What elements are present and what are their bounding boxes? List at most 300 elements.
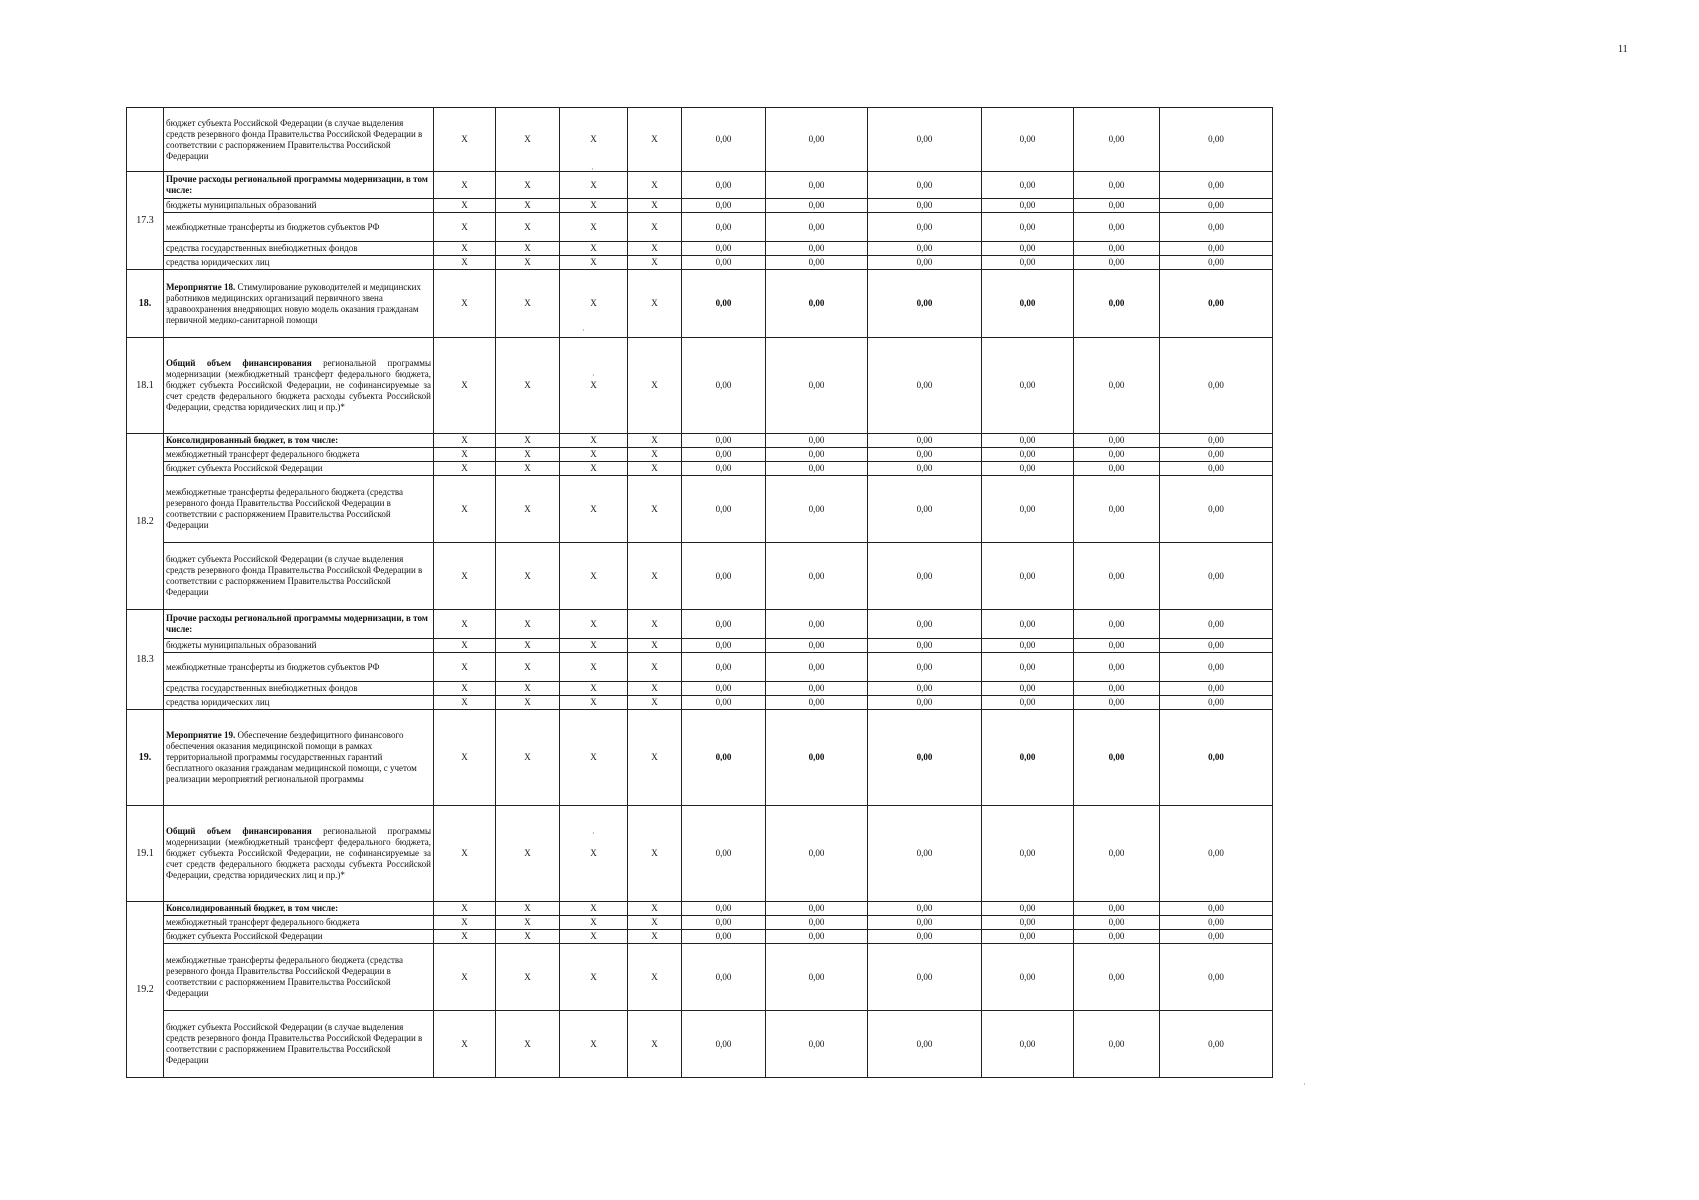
- row-description: [164, 448, 434, 462]
- cell-value: 0,00: [982, 543, 1074, 610]
- row-description-text: Консолидированный бюджет, в том числе:: [166, 435, 339, 445]
- row-description: [164, 639, 434, 653]
- cell-marker-x: X: [434, 710, 496, 806]
- cell-marker-x: X: [434, 199, 496, 213]
- row-number: 19.2: [127, 902, 164, 1078]
- table-row: [127, 199, 1273, 213]
- cell-marker-x: X: [628, 476, 682, 543]
- table-row: [127, 434, 1273, 448]
- cell-value: 0,00: [982, 610, 1074, 639]
- cell-value: 0,00: [1074, 944, 1160, 1011]
- row-description: [164, 256, 434, 270]
- cell-marker-x: X: [434, 639, 496, 653]
- cell-value: 0,00: [766, 270, 868, 338]
- row-description-text: межбюджетные трансферты федерального бюджета (средства резервного фонда Правительства Российской Федерации в соответствии с распоряжением Правительства Российской Федерации: [166, 487, 404, 530]
- cell-value: 0,00: [682, 682, 766, 696]
- cell-value: 0,00: [1160, 199, 1273, 213]
- cell-marker-x: X: [560, 242, 628, 256]
- cell-value: 0,00: [682, 434, 766, 448]
- row-description-text: Обеспечение бездефицитного финансового обеспечения оказания медицинской помощи в рамках территориальной программы государственных гарантий бесплатного оказания гражданам медицинской помощи, с учетом реализации мероприятий региональной программы: [166, 730, 417, 784]
- row-description: [164, 270, 434, 338]
- cell-value: 0,00: [766, 710, 868, 806]
- cell-marker-x: X: [560, 476, 628, 543]
- cell-marker-x: X: [628, 256, 682, 270]
- cell-marker-x: X: [434, 242, 496, 256]
- table-row: [127, 639, 1273, 653]
- cell-value: 0,00: [868, 543, 982, 610]
- cell-marker-x: X: [560, 916, 628, 930]
- cell-marker-x: X: [560, 610, 628, 639]
- cell-value: 0,00: [982, 696, 1074, 710]
- cell-value: 0,00: [1160, 806, 1273, 902]
- cell-value: 0,00: [982, 434, 1074, 448]
- row-description-text: бюджет субъекта Российской Федерации (в случае выделения средств резервного фонда Правительства Российской Федерации в соответствии с распоряжением Правительства Российской Федерации: [166, 117, 423, 161]
- row-description-text: средства государственных внебюджетных фондов: [166, 683, 358, 693]
- cell-value: 0,00: [1160, 930, 1273, 944]
- cell-marker-x: X: [628, 199, 682, 213]
- scan-artifact: ·: [582, 326, 585, 335]
- cell-value: 0,00: [1074, 213, 1160, 242]
- cell-marker-x: X: [496, 930, 560, 944]
- cell-marker-x: X: [496, 172, 560, 199]
- cell-value: 0,00: [1160, 916, 1273, 930]
- cell-value: 0,00: [868, 172, 982, 199]
- cell-value: 0,00: [1160, 256, 1273, 270]
- cell-marker-x: X: [628, 806, 682, 902]
- row-number: 18.2: [127, 434, 164, 610]
- cell-value: 0,00: [1160, 476, 1273, 543]
- financing-table: [126, 107, 1273, 1078]
- cell-value: 0,00: [1074, 476, 1160, 543]
- cell-value: 0,00: [1074, 696, 1160, 710]
- cell-marker-x: X: [560, 462, 628, 476]
- cell-marker-x: X: [496, 944, 560, 1011]
- cell-value: 0,00: [868, 806, 982, 902]
- cell-value: 0,00: [1160, 543, 1273, 610]
- row-description: [164, 930, 434, 944]
- row-description: [164, 682, 434, 696]
- row-description: [164, 213, 434, 242]
- cell-value: 0,00: [1160, 710, 1273, 806]
- cell-value: 0,00: [766, 543, 868, 610]
- cell-value: 0,00: [1074, 916, 1160, 930]
- table-row: [127, 543, 1273, 610]
- cell-value: 0,00: [682, 172, 766, 199]
- cell-value: 0,00: [1074, 462, 1160, 476]
- cell-marker-x: X: [434, 476, 496, 543]
- cell-marker-x: X: [434, 172, 496, 199]
- cell-value: 0,00: [1160, 944, 1273, 1011]
- cell-value: 0,00: [682, 213, 766, 242]
- table-row: [127, 476, 1273, 543]
- table-row: [127, 256, 1273, 270]
- cell-value: 0,00: [982, 639, 1074, 653]
- cell-value: 0,00: [1074, 682, 1160, 696]
- cell-value: 0,00: [766, 610, 868, 639]
- cell-value: 0,00: [1160, 610, 1273, 639]
- cell-marker-x: X: [434, 930, 496, 944]
- cell-marker-x: X: [496, 902, 560, 916]
- cell-value: 0,00: [868, 448, 982, 462]
- cell-marker-x: X: [434, 696, 496, 710]
- cell-value: 0,00: [868, 462, 982, 476]
- row-number: 18.3: [127, 610, 164, 710]
- cell-value: 0,00: [982, 108, 1074, 172]
- cell-value: 0,00: [682, 256, 766, 270]
- cell-value: 0,00: [682, 448, 766, 462]
- cell-marker-x: X: [434, 543, 496, 610]
- row-number: 18.: [127, 270, 164, 338]
- table-row: [127, 902, 1273, 916]
- cell-value: 0,00: [766, 916, 868, 930]
- table-row: [127, 172, 1273, 199]
- cell-value: 0,00: [982, 172, 1074, 199]
- row-description-text: межбюджетный трансферт федерального бюджета: [166, 449, 360, 459]
- table-row: [127, 108, 1273, 172]
- row-description-lead: Мероприятие 18.: [166, 281, 236, 292]
- cell-value: 0,00: [682, 806, 766, 902]
- table-row: [127, 213, 1273, 242]
- cell-marker-x: X: [628, 696, 682, 710]
- cell-marker-x: X: [496, 256, 560, 270]
- cell-value: 0,00: [682, 476, 766, 543]
- table-row: [127, 710, 1273, 806]
- cell-value: 0,00: [766, 256, 868, 270]
- cell-marker-x: X: [496, 610, 560, 639]
- cell-value: 0,00: [1074, 710, 1160, 806]
- cell-marker-x: X: [496, 270, 560, 338]
- table-row: [127, 696, 1273, 710]
- row-description: [164, 338, 434, 434]
- cell-value: 0,00: [682, 944, 766, 1011]
- row-description-text: бюджеты муниципальных образований: [166, 640, 317, 650]
- cell-value: 0,00: [766, 242, 868, 256]
- table-row: [127, 916, 1273, 930]
- row-description-text: средства юридических лиц: [166, 697, 270, 707]
- cell-value: 0,00: [682, 930, 766, 944]
- table-row: [127, 806, 1273, 902]
- cell-value: 0,00: [766, 434, 868, 448]
- cell-value: 0,00: [1074, 434, 1160, 448]
- cell-value: 0,00: [1074, 902, 1160, 916]
- cell-marker-x: X: [496, 806, 560, 902]
- cell-marker-x: X: [434, 448, 496, 462]
- cell-marker-x: X: [560, 270, 628, 338]
- cell-value: 0,00: [868, 270, 982, 338]
- cell-value: 0,00: [682, 902, 766, 916]
- table-row: [127, 448, 1273, 462]
- cell-value: 0,00: [766, 338, 868, 434]
- cell-marker-x: X: [434, 682, 496, 696]
- cell-marker-x: X: [560, 172, 628, 199]
- cell-marker-x: X: [628, 242, 682, 256]
- cell-value: 0,00: [1074, 270, 1160, 338]
- cell-value: 0,00: [1074, 199, 1160, 213]
- cell-marker-x: X: [496, 448, 560, 462]
- cell-value: 0,00: [766, 476, 868, 543]
- row-number: 18.1: [127, 338, 164, 434]
- cell-value: 0,00: [682, 270, 766, 338]
- cell-value: 0,00: [982, 448, 1074, 462]
- cell-value: 0,00: [982, 916, 1074, 930]
- cell-value: 0,00: [982, 338, 1074, 434]
- cell-value: 0,00: [682, 916, 766, 930]
- cell-marker-x: X: [628, 1011, 682, 1078]
- cell-marker-x: X: [496, 476, 560, 543]
- cell-value: 0,00: [682, 696, 766, 710]
- row-description: [164, 944, 434, 1011]
- cell-value: 0,00: [1160, 338, 1273, 434]
- row-description: [164, 476, 434, 543]
- cell-value: 0,00: [1160, 213, 1273, 242]
- cell-value: 0,00: [868, 213, 982, 242]
- row-description-text: бюджеты муниципальных образований: [166, 200, 317, 210]
- cell-marker-x: X: [434, 108, 496, 172]
- cell-value: 0,00: [1074, 256, 1160, 270]
- row-description-text: межбюджетные трансферты федерального бюджета (средства резервного фонда Правительства Российской Федерации в соответствии с распоряжением Правительства Российской Федерации: [166, 955, 404, 998]
- cell-marker-x: X: [434, 916, 496, 930]
- cell-value: 0,00: [766, 462, 868, 476]
- cell-value: 0,00: [682, 710, 766, 806]
- scan-artifact: ·: [592, 371, 595, 380]
- cell-marker-x: X: [496, 242, 560, 256]
- cell-value: 0,00: [682, 199, 766, 213]
- cell-marker-x: X: [496, 1011, 560, 1078]
- cell-value: 0,00: [1160, 1011, 1273, 1078]
- cell-value: 0,00: [982, 710, 1074, 806]
- row-description-text: региональной программы модернизации (межбюджетный трансферт федерального бюджета, бюджет субъекта Российской Федерации, не софинансируемые за счет средств федерального бюджета расходы субъекта Российской Федерации, средства юридических лиц и пр.)*: [166, 826, 431, 880]
- cell-marker-x: X: [628, 610, 682, 639]
- cell-value: 0,00: [1160, 653, 1273, 682]
- cell-marker-x: X: [434, 434, 496, 448]
- row-description-text: межбюджетный трансферт федерального бюджета: [166, 917, 360, 927]
- cell-marker-x: X: [434, 610, 496, 639]
- row-description-text: средства юридических лиц: [166, 257, 270, 267]
- cell-marker-x: X: [560, 108, 628, 172]
- cell-value: 0,00: [1074, 543, 1160, 610]
- table-row: [127, 462, 1273, 476]
- cell-marker-x: X: [434, 944, 496, 1011]
- row-description-text: Прочие расходы региональной программы модернизации, в том числе:: [166, 613, 428, 634]
- table-row: [127, 930, 1273, 944]
- cell-value: 0,00: [868, 476, 982, 543]
- cell-value: 0,00: [982, 806, 1074, 902]
- cell-marker-x: X: [628, 930, 682, 944]
- cell-value: 0,00: [1074, 806, 1160, 902]
- cell-value: 0,00: [868, 653, 982, 682]
- cell-value: 0,00: [982, 476, 1074, 543]
- cell-value: 0,00: [1160, 434, 1273, 448]
- scan-artifact: ·: [591, 165, 594, 174]
- cell-value: 0,00: [766, 213, 868, 242]
- cell-value: 0,00: [982, 270, 1074, 338]
- cell-marker-x: X: [496, 682, 560, 696]
- cell-marker-x: X: [628, 213, 682, 242]
- cell-marker-x: X: [496, 916, 560, 930]
- cell-value: 0,00: [1160, 462, 1273, 476]
- cell-value: 0,00: [1074, 1011, 1160, 1078]
- cell-value: 0,00: [1160, 270, 1273, 338]
- cell-marker-x: X: [496, 710, 560, 806]
- table-row: [127, 653, 1273, 682]
- cell-value: 0,00: [1160, 242, 1273, 256]
- table-row: [127, 1011, 1273, 1078]
- row-description-text: региональной программы модернизации (межбюджетный трансферт федерального бюджета, бюджет субъекта Российской Федерации, не софинансируемые за счет средств федерального бюджета расходы субъекта Российской Федерации, средства юридических лиц и пр.)*: [166, 358, 431, 412]
- cell-value: 0,00: [868, 902, 982, 916]
- row-description: [164, 543, 434, 610]
- cell-value: 0,00: [766, 682, 868, 696]
- table-row: [127, 610, 1273, 639]
- cell-marker-x: X: [434, 213, 496, 242]
- cell-value: 0,00: [868, 434, 982, 448]
- row-description-text: Стимулирование руководителей и медицинских работников медицинских организаций первичного звена здравоохранения внедряющих новую модель оказания гражданам первичной медико-санитарной помощи: [166, 281, 421, 325]
- cell-marker-x: X: [560, 199, 628, 213]
- cell-value: 0,00: [766, 653, 868, 682]
- table-row: [127, 270, 1273, 338]
- cell-value: 0,00: [1074, 172, 1160, 199]
- cell-value: 0,00: [766, 902, 868, 916]
- row-description-text: межбюджетные трансферты из бюджетов субъектов РФ: [166, 221, 380, 232]
- cell-marker-x: X: [434, 462, 496, 476]
- cell-value: 0,00: [766, 172, 868, 199]
- cell-value: 0,00: [766, 806, 868, 902]
- table-row: [127, 682, 1273, 696]
- table-row: [127, 242, 1273, 256]
- cell-marker-x: X: [496, 653, 560, 682]
- cell-marker-x: X: [434, 1011, 496, 1078]
- cell-value: 0,00: [868, 108, 982, 172]
- cell-marker-x: X: [434, 902, 496, 916]
- row-description: [164, 916, 434, 930]
- cell-marker-x: X: [496, 108, 560, 172]
- cell-value: 0,00: [682, 462, 766, 476]
- row-description-text: бюджет субъекта Российской Федерации: [166, 463, 323, 473]
- row-number: 19.1: [127, 806, 164, 902]
- cell-marker-x: X: [560, 930, 628, 944]
- cell-value: 0,00: [766, 696, 868, 710]
- row-description-text: бюджет субъекта Российской Федерации (в случае выделения средств резервного фонда Правительства Российской Федерации в соответствии с распоряжением Правительства Российской Федерации: [166, 554, 423, 597]
- row-description: [164, 902, 434, 916]
- cell-value: 0,00: [1160, 696, 1273, 710]
- cell-marker-x: X: [628, 543, 682, 610]
- cell-value: 0,00: [982, 682, 1074, 696]
- cell-marker-x: X: [560, 696, 628, 710]
- cell-marker-x: X: [560, 256, 628, 270]
- cell-value: 0,00: [982, 242, 1074, 256]
- cell-marker-x: X: [560, 434, 628, 448]
- cell-value: 0,00: [1160, 108, 1273, 172]
- cell-value: 0,00: [868, 916, 982, 930]
- cell-marker-x: X: [496, 338, 560, 434]
- cell-value: 0,00: [1160, 172, 1273, 199]
- cell-value: 0,00: [982, 462, 1074, 476]
- cell-marker-x: X: [628, 682, 682, 696]
- cell-value: 0,00: [982, 213, 1074, 242]
- cell-marker-x: X: [628, 338, 682, 434]
- cell-value: 0,00: [982, 930, 1074, 944]
- cell-value: 0,00: [982, 1011, 1074, 1078]
- cell-value: 0,00: [682, 543, 766, 610]
- cell-marker-x: X: [628, 944, 682, 1011]
- cell-value: 0,00: [766, 1011, 868, 1078]
- cell-value: 0,00: [1074, 338, 1160, 434]
- cell-marker-x: X: [628, 434, 682, 448]
- cell-marker-x: X: [628, 270, 682, 338]
- cell-value: 0,00: [682, 610, 766, 639]
- cell-marker-x: X: [560, 682, 628, 696]
- cell-value: 0,00: [1160, 682, 1273, 696]
- row-description: [164, 1011, 434, 1078]
- table-body: [127, 108, 1273, 1078]
- cell-value: 0,00: [1074, 108, 1160, 172]
- cell-marker-x: X: [628, 448, 682, 462]
- row-description: [164, 108, 434, 172]
- cell-marker-x: X: [496, 696, 560, 710]
- cell-value: 0,00: [868, 682, 982, 696]
- cell-marker-x: X: [560, 213, 628, 242]
- scan-artifact: ·: [592, 829, 595, 838]
- cell-value: 0,00: [868, 610, 982, 639]
- cell-value: 0,00: [982, 256, 1074, 270]
- cell-value: 0,00: [1160, 639, 1273, 653]
- row-number: [127, 108, 164, 172]
- cell-value: 0,00: [868, 1011, 982, 1078]
- cell-marker-x: X: [434, 256, 496, 270]
- cell-marker-x: X: [628, 462, 682, 476]
- cell-marker-x: X: [434, 806, 496, 902]
- cell-value: 0,00: [1074, 653, 1160, 682]
- row-number: 17.3: [127, 172, 164, 270]
- cell-marker-x: X: [560, 902, 628, 916]
- cell-value: 0,00: [868, 696, 982, 710]
- cell-value: 0,00: [1074, 930, 1160, 944]
- cell-value: 0,00: [868, 338, 982, 434]
- row-description-lead: Общий объем финансирования: [166, 826, 312, 836]
- row-description-text: средства государственных внебюджетных фондов: [166, 243, 358, 253]
- cell-value: 0,00: [868, 944, 982, 1011]
- cell-value: 0,00: [682, 639, 766, 653]
- cell-marker-x: X: [560, 944, 628, 1011]
- cell-marker-x: X: [434, 338, 496, 434]
- row-description: [164, 462, 434, 476]
- row-description: [164, 199, 434, 213]
- cell-value: 0,00: [682, 242, 766, 256]
- row-description-text: Консолидированный бюджет, в том числе:: [166, 903, 339, 913]
- cell-marker-x: X: [628, 902, 682, 916]
- row-description-lead: Мероприятие 19.: [166, 730, 236, 740]
- cell-marker-x: X: [628, 916, 682, 930]
- cell-value: 0,00: [766, 639, 868, 653]
- row-description: [164, 806, 434, 902]
- cell-value: 0,00: [682, 338, 766, 434]
- cell-marker-x: X: [496, 199, 560, 213]
- cell-value: 0,00: [982, 199, 1074, 213]
- cell-value: 0,00: [682, 1011, 766, 1078]
- cell-marker-x: X: [628, 639, 682, 653]
- cell-marker-x: X: [560, 543, 628, 610]
- cell-value: 0,00: [868, 199, 982, 213]
- row-description-text: Прочие расходы региональной программы модернизации, в том числе:: [166, 174, 428, 195]
- cell-value: 0,00: [1074, 242, 1160, 256]
- cell-marker-x: X: [560, 710, 628, 806]
- cell-marker-x: X: [560, 1011, 628, 1078]
- cell-marker-x: X: [628, 108, 682, 172]
- row-description: [164, 653, 434, 682]
- row-number: 19.: [127, 710, 164, 806]
- cell-marker-x: X: [560, 653, 628, 682]
- cell-marker-x: X: [560, 806, 628, 902]
- row-description: [164, 242, 434, 256]
